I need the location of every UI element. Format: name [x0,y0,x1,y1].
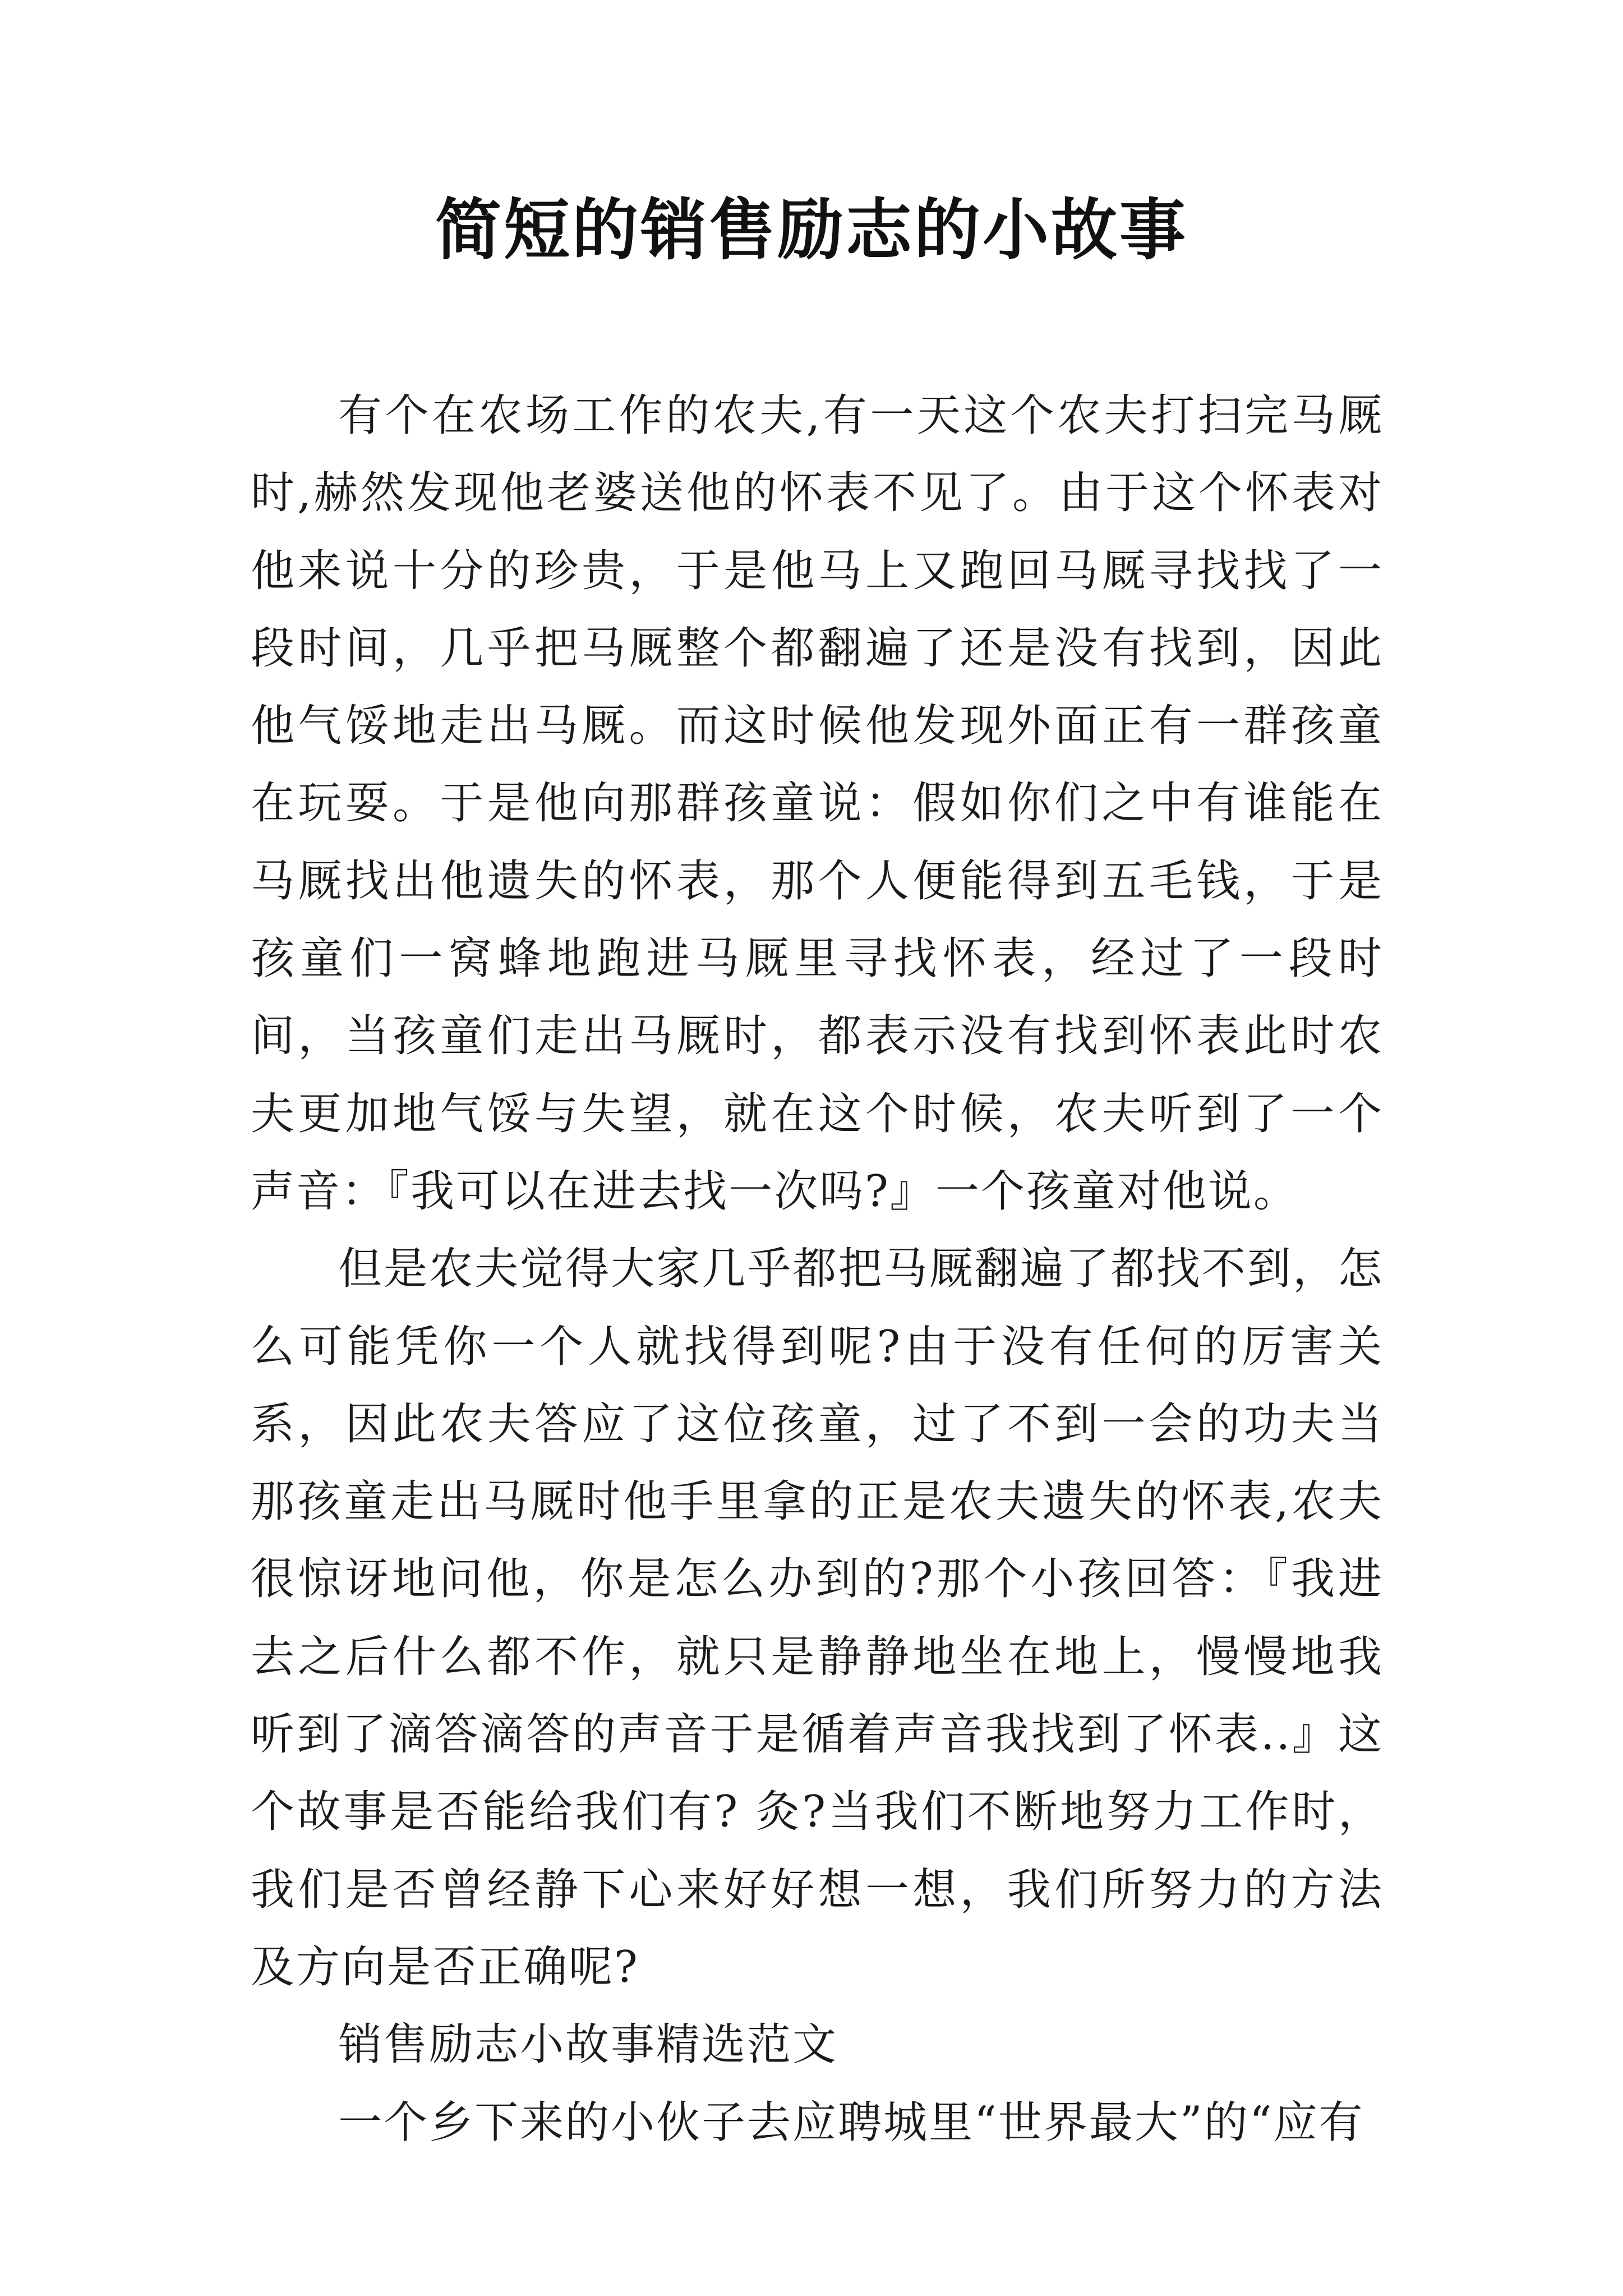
paragraph-child-finds-watch: 但是农夫觉得大家几乎都把马厩翻遍了都找不到，怎么可能凭你一个人就找得到呢?由于没有任何的厉害关系，因此农夫答应了这位孩童，过了不到一会的功夫当那孩童走出马厩时他手里拿的正是农夫遗失的怀表,农夫很惊讶地问他，你是怎么办到的?那个小孩回答：『我进去之后什么都不作，就只是静静地坐在地上，慢慢地我听到了滴答滴答的声音于是循着声音我找到了怀表..』这个故事是否能给我们有? 灸?当我们不断地努力工作时，我们是否曾经静下心来好好想一想，我们所努力的方法及方向是否正确呢? [251,1244,1384,1993]
paragraph-farmer-lost-watch: 有个在农场工作的农夫,有一天这个农夫打扫完马厩时,赫然发现他老婆送他的怀表不见了。由于这个怀表对他来说十分的珍贵，于是他马上又跑回马厩寻找找了一段时间，几乎把马厩整个都翻遍了还是没有找到，因此他气馁地走出马厩。而这时候他发现外面正有一群孩童在玩耍。于是他向那群孩童说：假如你们之中有谁能在马厩找出他遗失的怀表，那个人便能得到五毛钱，于是孩童们一窝蜂地跑进马厩里寻找怀表，经过了一段时间，当孩童们走出马厩时，都表示没有找到怀表此时农夫更加地气馁与失望，就在这个时候，农夫听到了一个声音：『我可以在进去找一次吗?』一个孩童对他说。 [251,390,1384,1217]
paragraph-young-man-applies: 一个乡下来的小伙子去应聘城里“世界最大”的“应有 [338,2097,1364,2148]
document-body [251,377,1384,2161]
document-title: 简短的销售励志的小故事 [435,191,1188,269]
section-heading-sales-stories: 销售励志小故事精选范文 [338,2019,838,2070]
